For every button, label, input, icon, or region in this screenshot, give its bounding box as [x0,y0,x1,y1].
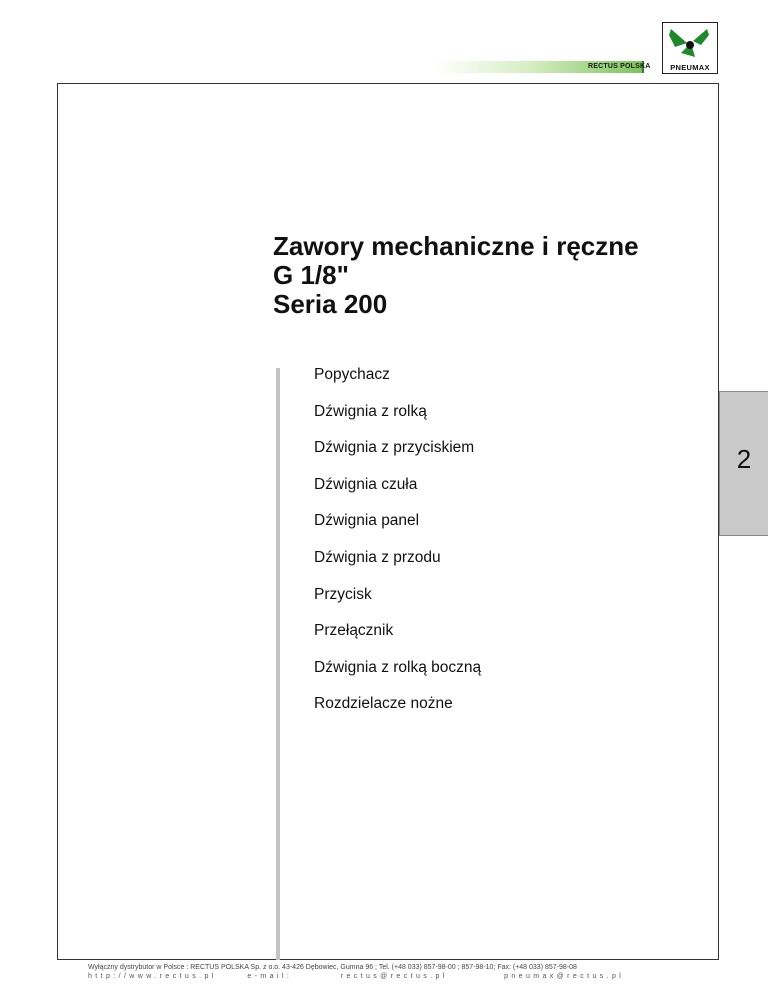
menu-item-przelacznik[interactable]: Przełącznik [314,622,394,640]
footer-email-label: e-mail: [247,973,293,980]
menu-item-dzwignia-z-przyciskiem[interactable]: Dźwignia z przyciskiem [314,439,475,457]
header-company-name: RECTUS POLSKA [588,63,651,70]
menu-item-dzwignia-czula[interactable]: Dźwignia czuła [314,475,418,493]
section-tab-number: 2 [736,444,752,474]
footer [88,963,624,981]
menu-item-dzwignia-z-rolka[interactable]: Dźwignia z rolką [314,402,427,420]
footer-email-pneumax-link[interactable]: pneumax@rectus.pl [504,973,625,980]
title-line-1: Zawory mechaniczne i ręczne [273,231,639,261]
section-menu [314,365,481,731]
menu-divider-line [276,368,280,960]
menu-item-dzwignia-panel[interactable]: Dźwignia panel [314,512,420,530]
title-line-3: Seria 200 [273,289,388,319]
footer-website-link[interactable]: http://www.rectus.pl [88,973,217,980]
pneumax-logo-icon [663,23,716,61]
footer-email-rectus-link[interactable]: rectus@rectus.pl [340,973,448,980]
pneumax-logo [662,22,718,74]
footer-distributor-line: Wyłączny dystrybutor w Polsce : RECTUS POLSKA Sp. z o.o. 43-426 Dębowiec, Gumna 96 ; Tel. (+48 033) 857-98-00 ; 857-98-10; Fax: (+48 033) 857-98-08 [88,964,577,971]
menu-item-dzwignia-z-przodu[interactable]: Dźwignia z przodu [314,548,441,566]
footer-contact-line [88,972,624,981]
menu-item-dzwignia-z-rolka-boczna[interactable]: Dźwignia z rolką boczną [314,658,482,676]
logo-text: PNEUMAX [670,63,710,72]
title-line-2: G 1/8" [273,260,349,290]
section-tab[interactable] [719,391,768,536]
menu-item-rozdzielacze-nozne[interactable]: Rozdzielacze nożne [314,695,453,713]
menu-item-przycisk[interactable]: Przycisk [314,585,372,603]
page-title [273,232,639,319]
menu-item-popychacz[interactable]: Popychacz [314,366,390,383]
